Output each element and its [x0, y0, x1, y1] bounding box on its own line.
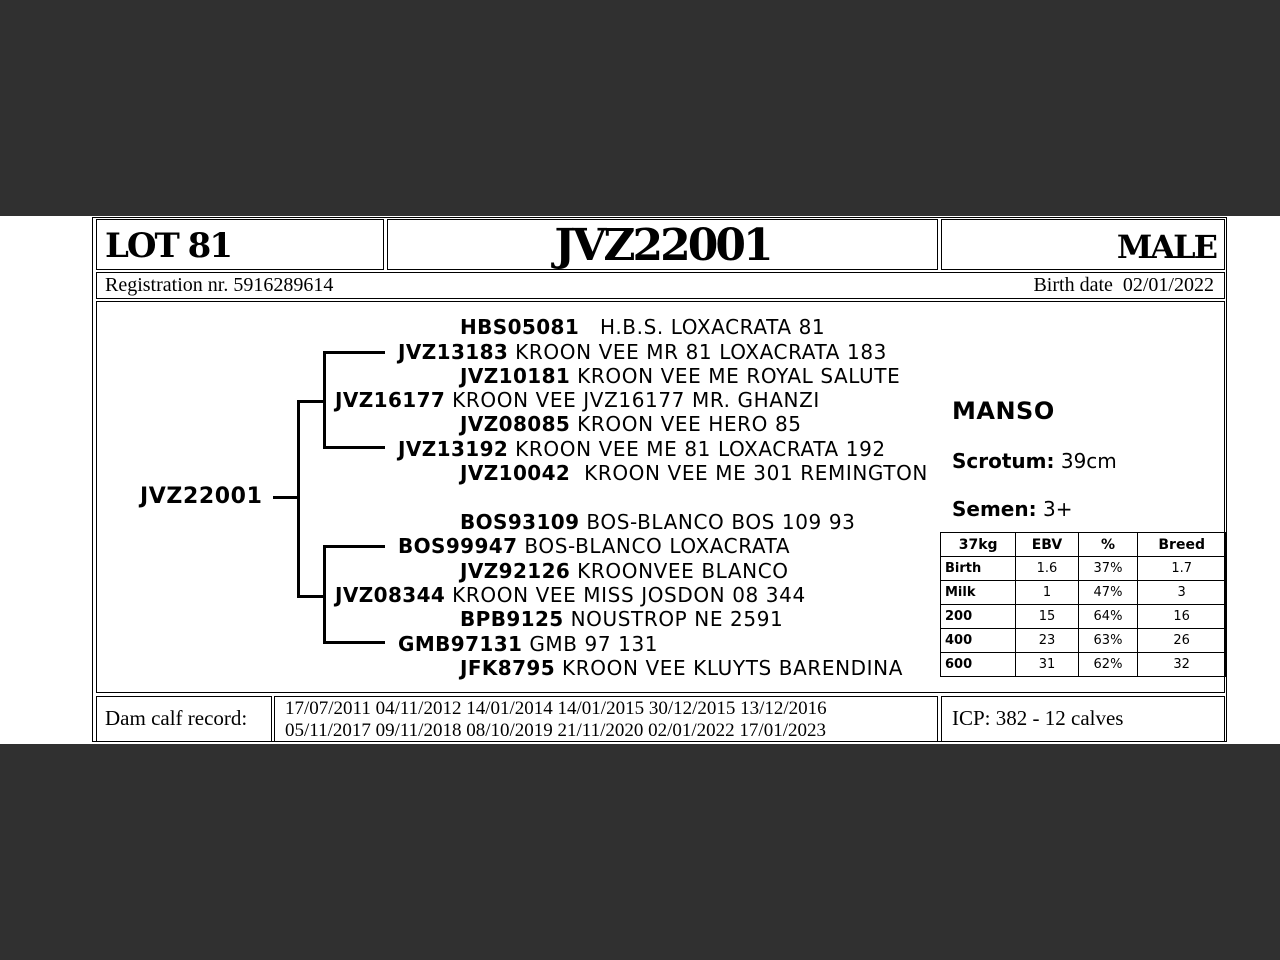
pedigree-dam-dam-sire: BPB9125 NOUSTROP NE 2591 — [460, 607, 784, 631]
ebv-accuracy: 62% — [1078, 653, 1138, 677]
dam-grandparents-vertical — [323, 545, 326, 644]
pedigree-dam-sire: BOS99947 BOS-BLANCO LOXACRATA — [398, 534, 791, 558]
sex-cell — [941, 219, 1225, 270]
sire-connector — [297, 400, 325, 403]
pedigree-sire-sire-dam: JVZ10181 KROON VEE ME ROYAL SALUTE — [460, 364, 901, 388]
table-row — [941, 629, 1226, 653]
pedigree-sire-sire: JVZ13183 KROON VEE MR 81 LOXACRATA 183 — [398, 340, 887, 364]
ebv-header: EBV — [1016, 533, 1078, 557]
icp-cell — [941, 696, 1225, 742]
animal-id: JVZ22001 — [554, 220, 771, 271]
ebv-trait: 400 — [941, 629, 1016, 653]
pedigree-dam-sire-sire: BOS93109 BOS-BLANCO BOS 109 93 — [460, 510, 856, 534]
registration-row — [96, 272, 1225, 299]
pedigree-sire-dam-dam: JVZ10042 KROON VEE ME 301 REMINGTON — [460, 461, 928, 485]
ebv-header: Breed — [1138, 533, 1226, 557]
sire-sire-connector — [323, 351, 385, 354]
ebv-trait: 600 — [941, 653, 1016, 677]
ebv-value: 23 — [1016, 629, 1078, 653]
ebv-accuracy: 37% — [1078, 557, 1138, 581]
subject-connector — [273, 496, 297, 499]
dam-record-dates-cell — [274, 696, 938, 742]
animal-name: MANSO — [952, 397, 1055, 425]
dam-dam-connector — [323, 641, 385, 644]
dam-record-label: Dam calf record: — [105, 706, 248, 730]
table-row — [941, 557, 1226, 581]
ebv-value: 31 — [1016, 653, 1078, 677]
ebv-trait: Milk — [941, 581, 1016, 605]
birth-date: Birth date 02/01/2022 — [1033, 274, 1214, 296]
ebv-table — [940, 532, 1226, 677]
pedigree-dam-sire-dam: JVZ92126 KROONVEE BLANCO — [460, 559, 789, 583]
ebv-breed: 1.7 — [1138, 557, 1226, 581]
parents-vertical — [297, 400, 300, 597]
ebv-header-row — [941, 533, 1226, 557]
ebv-trait: 200 — [941, 605, 1016, 629]
pedigree-dam-dam-dam: JFK8795 KROON VEE KLUYTS BARENDINA — [460, 656, 903, 680]
lot-cell — [96, 219, 384, 270]
ebv-accuracy: 64% — [1078, 605, 1138, 629]
scrotum-info: Scrotum: 39cm — [952, 449, 1117, 473]
lot-card — [0, 216, 1280, 744]
ebv-breed: 32 — [1138, 653, 1226, 677]
sex: MALE — [1116, 228, 1216, 266]
semen-info: Semen: 3+ — [952, 497, 1073, 521]
pedigree-subject: JVZ22001 — [140, 484, 263, 509]
dam-record-line-2: 05/11/2017 09/11/2018 08/10/2019 21/11/2020 02/01/2022 17/01/2023 — [285, 720, 826, 741]
icp-value: ICP: 382 - 12 calves — [952, 706, 1124, 730]
registration-number: Registration nr. 5916289614 — [105, 274, 334, 296]
pedigree-dam-dam: GMB97131 GMB 97 131 — [398, 632, 659, 656]
pedigree-sire-dam: JVZ13192 KROON VEE ME 81 LOXACRATA 192 — [398, 437, 886, 461]
table-row — [941, 581, 1226, 605]
pedigree-sire: JVZ16177 KROON VEE JVZ16177 MR. GHANZI — [335, 388, 820, 412]
ebv-breed: 16 — [1138, 605, 1226, 629]
dam-sire-connector — [323, 545, 385, 548]
lot-number: LOT 81 — [105, 226, 231, 266]
pedigree-sire-sire-sire: HBS05081 H.B.S. LOXACRATA 81 — [460, 315, 826, 339]
ebv-value: 1.6 — [1016, 557, 1078, 581]
sire-dam-connector — [323, 446, 385, 449]
table-row — [941, 653, 1226, 677]
sire-grandparents-vertical — [323, 351, 326, 449]
dam-connector — [297, 595, 325, 598]
ebv-breed: 26 — [1138, 629, 1226, 653]
pedigree-dam: JVZ08344 KROON VEE MISS JOSDON 08 344 — [335, 583, 806, 607]
ebv-accuracy: 63% — [1078, 629, 1138, 653]
ebv-value: 1 — [1016, 581, 1078, 605]
ebv-value: 15 — [1016, 605, 1078, 629]
ebv-accuracy: 47% — [1078, 581, 1138, 605]
animal-id-cell — [387, 219, 938, 270]
dam-record-line-1: 17/07/2011 04/11/2012 14/01/2014 14/01/2015 30/12/2015 13/12/2016 — [285, 698, 827, 719]
ebv-breed: 3 — [1138, 581, 1226, 605]
ebv-header: % — [1078, 533, 1138, 557]
pedigree-sire-dam-sire: JVZ08085 KROON VEE HERO 85 — [460, 412, 802, 436]
table-row — [941, 605, 1226, 629]
dam-record-label-cell — [96, 696, 272, 742]
ebv-trait: Birth — [941, 557, 1016, 581]
ebv-header: 37kg — [941, 533, 1016, 557]
